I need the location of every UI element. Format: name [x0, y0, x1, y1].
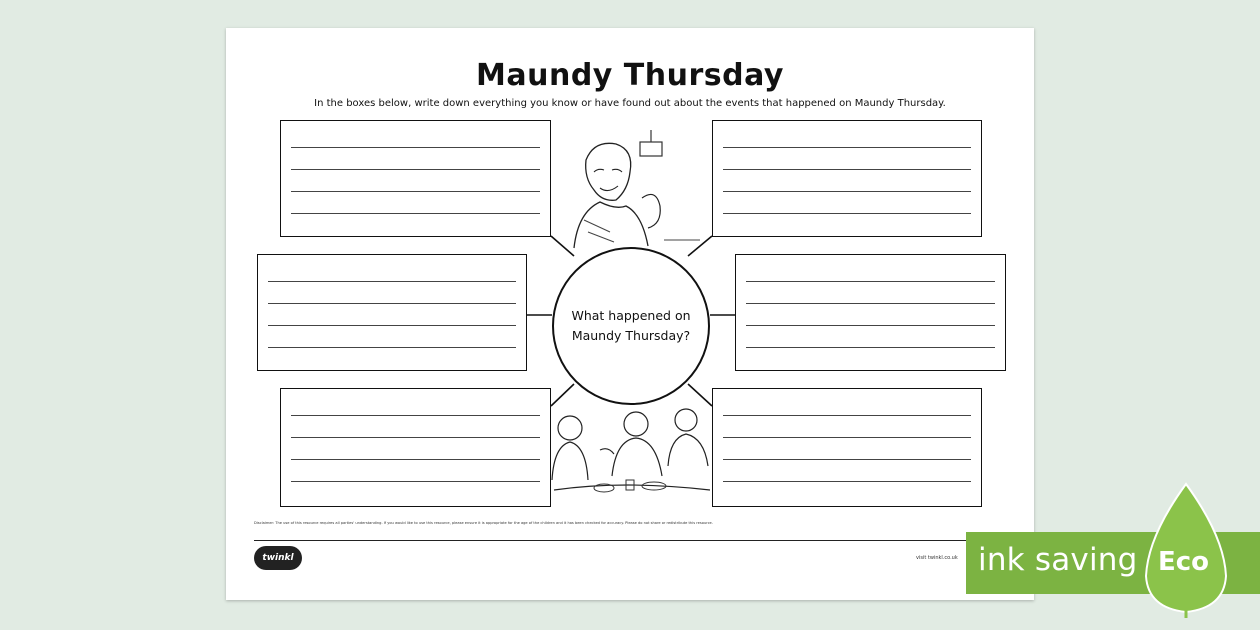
center-question-line-2: Maundy Thursday? [571, 328, 691, 343]
disciples-illustration [544, 406, 714, 506]
writing-box-bottom-left[interactable] [280, 388, 551, 507]
ink-saving-label: ink saving [978, 542, 1138, 578]
center-question-line-1: What happened on [571, 308, 691, 323]
center-question-circle [552, 247, 710, 405]
page-title: Maundy Thursday [476, 58, 784, 93]
writing-box-bottom-right[interactable] [712, 388, 982, 507]
writing-box-top-right[interactable] [712, 120, 982, 237]
worksheet-page [226, 28, 1034, 600]
jesus-illustration [564, 128, 704, 253]
writing-box-top-left[interactable] [280, 120, 551, 237]
twinkl-logo: twinkl [254, 546, 302, 570]
footer-disclaimer: Disclaimer: The use of this resource requires all parties' understanding. If you would like to use this resource, please ensure it is appropriate for the age of the children and it has been checked for accuracy. Please do not share or redistribute this resource. [254, 521, 713, 525]
footer-url: visit twinkl.co.uk [916, 555, 958, 561]
instructions: In the boxes below, write down everything you know or have found out about the events that happened on Maundy Thursday. [314, 98, 946, 109]
writing-box-middle-right[interactable] [735, 254, 1006, 371]
writing-box-middle-left[interactable] [257, 254, 527, 371]
eco-label: Eco [1158, 547, 1210, 577]
footer-divider [254, 540, 1006, 541]
